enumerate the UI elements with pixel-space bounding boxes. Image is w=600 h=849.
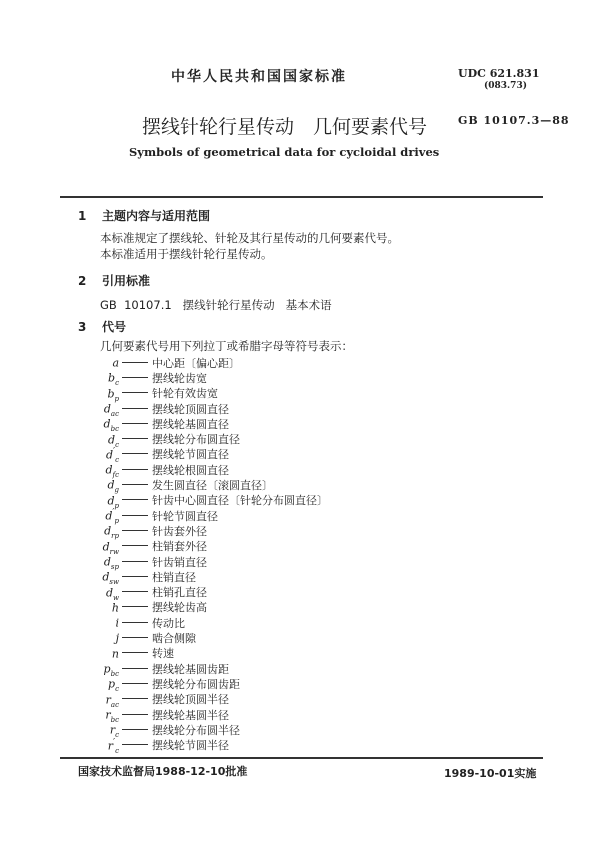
symbol: $d_{sp}$	[103, 555, 119, 571]
dash-separator	[122, 576, 148, 577]
paragraph: 本标准规定了摆线轮、针轮及其行星传动的几何要素代号。	[100, 231, 399, 245]
symbol-item	[85, 538, 207, 556]
paragraph: 几何要素代号用下列拉丁或希腊字母等符号表示：	[100, 339, 353, 353]
paragraph: 本标准适用于摆线针轮行星传动。	[100, 247, 273, 261]
dash-separator	[122, 423, 148, 424]
dash-separator	[122, 591, 148, 592]
symbol-item	[85, 415, 229, 434]
symbol-description: 摆线轮分布圆直径	[152, 433, 240, 447]
national-standard-heading: 中华人民共和国国家标准	[171, 69, 347, 85]
symbol-description: 传动比	[152, 616, 185, 630]
reference-standard: GB 10107.1 摆线针轮行星传动 基本术语	[100, 298, 332, 312]
symbol-item	[85, 629, 196, 644]
dash-separator	[122, 377, 148, 378]
dash-separator	[122, 392, 148, 393]
symbol-description: 摆线轮基圆直径	[152, 417, 229, 431]
symbol-item	[85, 507, 218, 525]
section-heading: 3 代号	[78, 320, 127, 334]
dash-separator	[122, 469, 148, 470]
symbol-description: 摆线轮顶圆直径	[152, 402, 229, 416]
symbol: $d_{rp}$	[104, 524, 119, 541]
symbol: $r_{bc}$	[105, 708, 119, 724]
symbol-item	[85, 400, 229, 418]
symbol-description: 摆线轮齿宽	[152, 371, 207, 385]
dash-separator	[122, 438, 148, 439]
symbol-item	[85, 385, 218, 403]
symbol-description: 针齿中心圆直径〔针轮分布圆直径〕	[152, 494, 328, 508]
symbol-description: 啮合侧隙	[152, 632, 196, 646]
symbol-item	[85, 553, 207, 571]
symbol: $r'_c$	[107, 736, 119, 755]
dash-separator	[122, 362, 148, 363]
symbol-description: 摆线轮根圆直径	[152, 463, 229, 477]
footer-divider	[60, 757, 543, 759]
symbol-item	[85, 431, 240, 449]
symbol-description: 摆线轮节圆半径	[152, 739, 229, 753]
symbol-description: 摆线轮齿高	[152, 601, 207, 615]
section-heading: 1 主题内容与适用范围	[78, 209, 211, 223]
symbol-item	[85, 721, 240, 740]
symbol-description: 中心距〔偏心距〕	[152, 356, 240, 370]
symbol-description: 针齿套外径	[152, 524, 207, 538]
symbol-description: 摆线轮节圆直径	[152, 448, 229, 462]
dash-separator	[122, 561, 148, 562]
symbol-description: 柱销直径	[152, 570, 196, 584]
dash-separator	[122, 698, 148, 699]
dash-separator	[122, 545, 148, 546]
symbol-description: 摆线轮分布圆齿距	[152, 677, 240, 691]
dash-separator	[122, 637, 148, 638]
symbol-description: 针齿销直径	[152, 555, 207, 569]
symbol-item	[85, 736, 229, 755]
udc-subcode: (083.73)	[484, 81, 527, 91]
symbol: $d'_c$	[105, 445, 119, 464]
symbol-description: 摆线轮分布圆半径	[152, 723, 240, 737]
symbol-description: 摆线轮基圆半径	[152, 708, 229, 722]
symbol-item	[85, 476, 273, 495]
dash-separator	[122, 484, 148, 485]
english-title: Symbols of geometrical data for cycloidal drives	[129, 145, 440, 159]
symbol-item	[85, 675, 240, 694]
symbol-item	[85, 706, 229, 724]
symbol: h	[111, 601, 119, 615]
symbol-item	[85, 492, 328, 510]
symbol: $d_{sw}$	[102, 570, 119, 587]
symbol: $d_p$	[107, 494, 119, 510]
approval-date: 国家技术监督局1988-12-10批准	[78, 765, 248, 778]
symbol-description: 摆线轮基圆齿距	[152, 662, 229, 676]
standard-number: GB 10107.3—88	[458, 114, 570, 127]
symbol-description: 柱销套外径	[152, 540, 207, 554]
dash-separator	[122, 408, 148, 409]
symbol: $d_{ac}$	[103, 402, 119, 418]
symbol: $b_c$	[108, 371, 119, 388]
symbol: n	[111, 647, 119, 661]
symbol-item	[85, 645, 174, 660]
symbol-item	[85, 691, 229, 709]
symbol: i	[115, 616, 119, 630]
dash-separator	[122, 453, 148, 454]
symbol-description: 转速	[152, 647, 174, 661]
symbol-description: 发生圆直径〔滚圆直径〕	[152, 479, 273, 493]
dash-separator	[122, 668, 148, 669]
symbol-description: 针轮有效齿宽	[152, 387, 218, 401]
effective-date: 1989-10-01实施	[444, 767, 537, 780]
symbol-item	[85, 354, 240, 369]
symbol: $r_{ac}$	[105, 693, 119, 709]
symbol: j	[115, 632, 119, 646]
dash-separator	[122, 729, 148, 730]
symbol-item	[85, 584, 207, 602]
dash-separator	[122, 606, 148, 607]
symbol-item	[85, 369, 207, 388]
symbol-item	[85, 522, 207, 541]
symbol-item	[85, 614, 185, 629]
dash-separator	[122, 622, 148, 623]
symbol-description: 柱销孔直径	[152, 586, 207, 600]
symbol-description: 针轮节圆直径	[152, 509, 218, 523]
symbol-item	[85, 660, 229, 678]
dash-separator	[122, 499, 148, 500]
symbol: $d'_p$	[105, 507, 119, 525]
dash-separator	[122, 515, 148, 516]
section-heading: 2 引用标准	[78, 274, 151, 288]
symbol-item	[85, 568, 196, 587]
symbol: $d_g$	[107, 479, 119, 495]
symbol: $d_c$	[108, 433, 119, 449]
symbol-item	[85, 461, 229, 479]
dash-separator	[122, 530, 148, 531]
symbol: a	[112, 356, 119, 370]
symbol: $d_{fc}$	[105, 463, 119, 479]
header-divider	[60, 196, 543, 198]
udc-code: UDC 621.831	[458, 67, 540, 80]
symbol-description: 摆线轮顶圆半径	[152, 693, 229, 707]
symbol: $b_p$	[107, 387, 119, 403]
symbol: $r_c$	[109, 723, 119, 740]
symbol-item	[85, 445, 229, 464]
dash-separator	[122, 652, 148, 653]
dash-separator	[122, 683, 148, 684]
symbol: $d_{bc}$	[103, 417, 119, 434]
dash-separator	[122, 744, 148, 745]
symbol: $p_{bc}$	[103, 662, 119, 678]
dash-separator	[122, 714, 148, 715]
symbol: $d_w$	[105, 586, 119, 602]
symbol-item	[85, 599, 207, 614]
symbol: $p_c$	[108, 677, 119, 694]
symbol: $d_{rw}$	[102, 540, 119, 556]
document-title: 摆线针轮行星传动 几何要素代号	[142, 116, 428, 138]
